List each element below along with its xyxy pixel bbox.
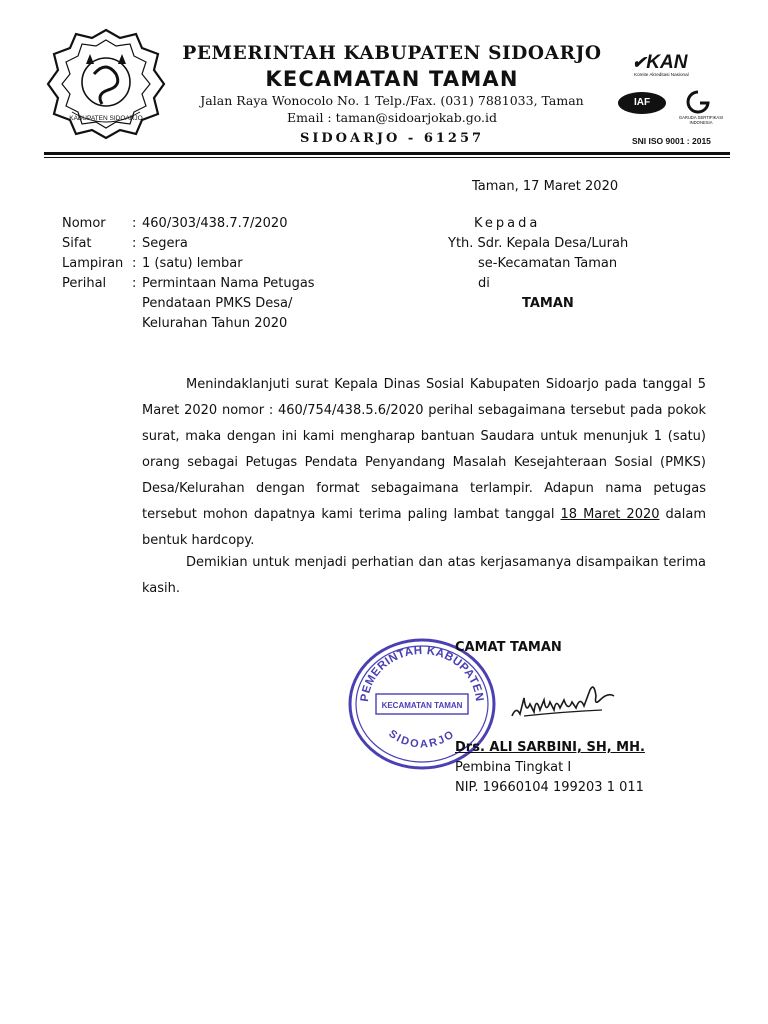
certification-logos xyxy=(612,52,732,152)
signatory-title: CAMAT TAMAN xyxy=(455,640,562,655)
stamp-top-text: PEMERINTAH KABUPATEN xyxy=(358,644,486,703)
letterhead-government: PEMERINTAH KABUPATEN SIDOARJO xyxy=(182,43,602,64)
letterhead-address: Jalan Raya Wonocolo No. 1 Telp./Fax. (031) 7881033, Taman xyxy=(200,93,584,108)
letterhead-rule xyxy=(44,152,730,155)
letterhead-email: Email : taman@sidoarjokab.go.id xyxy=(287,110,497,125)
perihal-continuation: Pendataan PMKS Desa/ xyxy=(142,296,293,311)
sni-label: SNI ISO 9001 : 2015 xyxy=(632,136,711,146)
signatory-rank: Pembina Tingkat I xyxy=(455,760,572,775)
garuda-label: GARUDA SERTIFIKASI INDONESIA xyxy=(678,115,724,125)
deadline-date: 18 Maret 2020 xyxy=(560,507,660,522)
letterhead xyxy=(172,42,612,150)
body-paragraph-1: Menindaklanjuti surat Kepala Dinas Sosial Kabupaten Sidoarjo pada tanggal 5 Maret 2020 nomor : 460/754/438.5.6/2020 perihal sebagaimana tersebut pada pokok surat, maka dengan ini kami mengharap bantuan Saudara untuk menunjuk 1 (satu) orang sebagai Petugas Pendata Penyandang Masalah Kesejahteraan Sosial (PMKS) Desa/Kelurahan dengan format sebagaimana terlampir. Adapun nama petugas tersebut mohon dapatnya kami terima paling lambat tanggal 18 Maret 2020 dalam bentuk hardcopy. xyxy=(142,377,706,548)
meta-row-sifat: Sifat : Segera xyxy=(62,234,372,254)
svg-text:SIDOARJO xyxy=(386,728,457,751)
garuda-icon xyxy=(684,89,712,115)
meta-row-nomor: Nomor : 460/303/438.7.7/2020 xyxy=(62,214,372,234)
meta-value: Permintaan Nama Petugas xyxy=(142,276,315,291)
meta-row-lampiran: Lampiran : 1 (satu) lembar xyxy=(62,254,372,274)
recipient-kepada: Kepada xyxy=(474,216,541,231)
letterhead-city-postal: SIDOARJO - 61257 xyxy=(299,131,485,146)
meta-label: Perihal xyxy=(62,276,107,291)
signatory-name: Drs. ALI SARBINI, SH, MH. xyxy=(455,740,645,755)
letter-date: Taman, 17 Maret 2020 xyxy=(472,179,619,194)
recipient-se: se-Kecamatan Taman xyxy=(478,256,618,271)
meta-value: 1 (satu) lembar xyxy=(142,256,243,271)
recipient-yth: Yth. Sdr. Kepala Desa/Lurah xyxy=(448,236,629,251)
recipient-di: di xyxy=(478,276,490,291)
signatory-nip: NIP. 19660104 199203 1 011 xyxy=(455,780,644,795)
emblem-label: KABUPATEN SIDOARJO xyxy=(69,115,143,122)
meta-value: Segera xyxy=(142,236,188,251)
letterhead-district: KECAMATAN TAMAN xyxy=(265,67,519,91)
meta-row-perihal: Perihal : Permintaan Nama Petugas xyxy=(62,274,372,294)
meta-label: Lampiran xyxy=(62,256,124,271)
kan-logo: ✔KAN xyxy=(632,52,688,73)
stamp-middle-text: KECAMATAN TAMAN xyxy=(381,701,463,710)
kabupaten-sidoarjo-emblem xyxy=(42,24,170,142)
letter-meta xyxy=(62,214,372,334)
iaf-logo: IAF xyxy=(618,92,666,114)
perihal-continuation: Kelurahan Tahun 2020 xyxy=(142,316,288,331)
meta-label: Nomor xyxy=(62,216,106,231)
body-paragraph-2: Demikian untuk menjadi perhatian dan atas kerjasamanya disampaikan terima kasih. xyxy=(142,555,706,596)
signature-block xyxy=(455,638,645,798)
stamp-bottom-text: SIDOARJO xyxy=(386,727,458,751)
meta-value: 460/303/438.7.7/2020 xyxy=(142,216,288,231)
meta-label: Sifat xyxy=(62,236,92,251)
recipient-place: TAMAN xyxy=(522,296,574,311)
kan-subtitle: Komite Akreditasi Nasional xyxy=(634,72,689,77)
letterhead-rule-thin xyxy=(44,157,730,158)
recipient-block xyxy=(448,214,628,314)
